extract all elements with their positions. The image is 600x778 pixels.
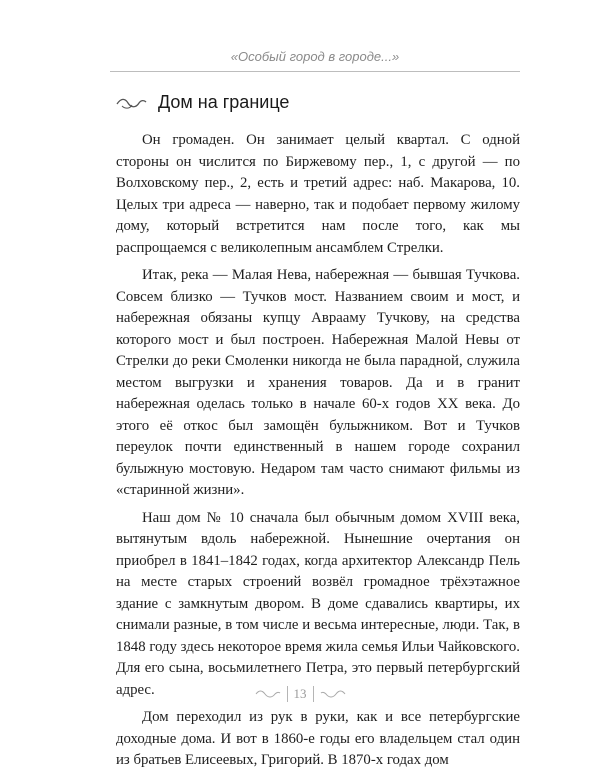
- swirl-ornament-icon: [116, 97, 150, 109]
- section-heading: [116, 92, 289, 113]
- footer-divider: [287, 686, 288, 702]
- header-divider: [110, 71, 520, 72]
- running-head: «Особый город в городе...»: [230, 49, 400, 64]
- footer-divider: [313, 686, 314, 702]
- swirl-ornament-icon: [320, 689, 346, 699]
- paragraph: Наш дом № 10 сначала был обычным домом XVIII века, вытянутым вдоль набережной. Нынешние очертания он приобрел в 1841–1842 годах, когда архитектор Александр Пель на месте старых строений возвёл громадное трёхэтажное здание с замкнутым двором. В доме сдавались квартиры, их снимали разные, в том числе и весьма интересные, люди. Так, в 1848 году здесь некоторое время жила семья Ильи Чайковского. Для его сына, восьмилетнего Петра, это первый петербургский адрес.: [116, 509, 520, 698]
- page-number: 13: [293, 686, 307, 701]
- paragraph: Он громаден. Он занимает целый квартал. С одной стороны он числится по Биржевому пер., 1, с другой — по Волховскому пер., 2, есть и третий адрес: наб. Макарова, 10. Целых три адреса — наверно, так и подобает первому жилому дому, который встретится нам после того, как мы распрощаемся с великолепным ансамблем Стрелки.: [116, 132, 520, 256]
- paragraph: Дом переходил из рук в руки, как и все петербургские доходные дома. И вот в 1860-е годы его владельцем стал один из братьев Елисеевых, Григорий. В 1870-х годах дом: [116, 709, 520, 768]
- body-text: [116, 130, 520, 778]
- swirl-ornament-icon: [255, 689, 281, 699]
- page-footer: [0, 686, 600, 702]
- paragraph: Итак, река — Малая Нева, набережная — бывшая Тучкова. Совсем близко — Тучков мост. Названием своим и мост, и набережная обязаны купцу Аврааму Тучкову, на средства которого мост и был построен. Набережная Малой Невы от Стрелки до реки Смоленки никогда не была парадной, служила местом выгрузки и хранения товаров. Да и в гранит набережная оделась только в начале 60-х годов XX века. До этого её откос был замощён булыжником. Вот и Тучков переулок почти единственный в нашем городе сохранил булыжную мостовую. Недаром там часто снимают фильмы из «старинной жизни».: [116, 267, 520, 498]
- section-title: Дом на границе: [158, 92, 290, 112]
